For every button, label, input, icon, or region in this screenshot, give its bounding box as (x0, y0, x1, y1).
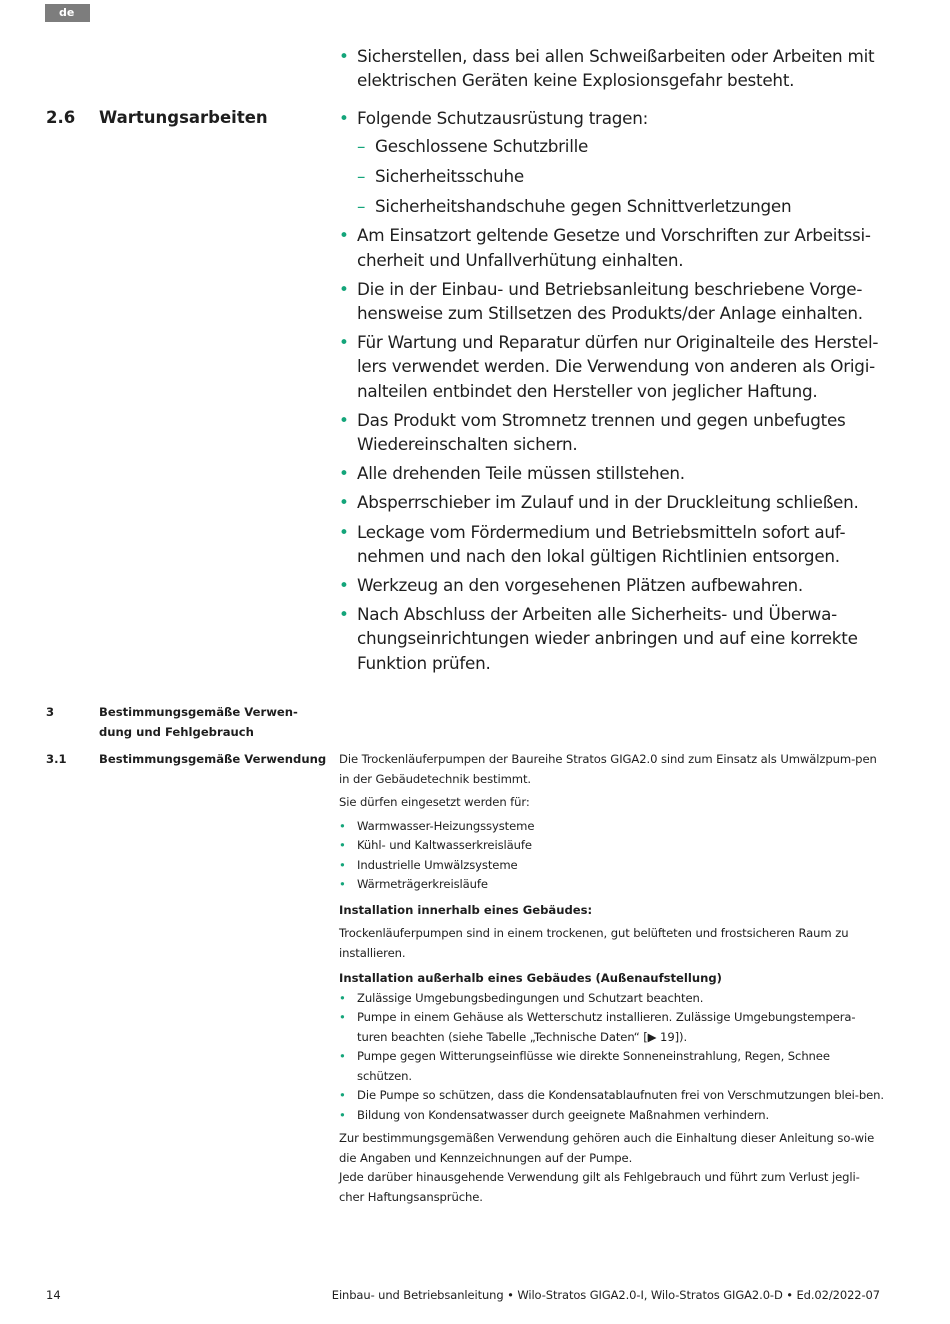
list-item: • Werkzeug an den vorgesehenen Plätzen aufbewahren. (339, 573, 884, 597)
list-item: • Alle drehenden Teile müssen stillstehen. (339, 461, 884, 485)
uses-list (339, 817, 884, 895)
list-item: • Zulässige Umgebungsbedingungen und Schutzart beachten. (339, 989, 884, 1009)
section-3-1-body (339, 750, 884, 1211)
list-item: • Die Pumpe so schützen, dass die Kondensatablaufnuten frei von Verschmutzungen blei-ben. (339, 1086, 884, 1106)
page-number: 14 (46, 1288, 61, 1302)
list-item: • Nach Abschluss der Arbeiten alle Sicherheits- und Überwa-chungseinrichtungen wieder anbringen und auf eine korrekte Funktion prüfen. (339, 602, 884, 675)
list-item: • Leckage vom Fördermedium und Betriebsmitteln sofort auf-nehmen und nach den lokal gültigen Richtlinien entsorgen. (339, 520, 884, 568)
closing-paragraph: Jede darüber hinausgehende Verwendung gilt als Fehlgebrauch und führt zum Verlust jegli-cher Haftungsansprüche. (339, 1170, 860, 1204)
paragraph-lead: Sie dürfen eingesetzt werden für: (339, 795, 530, 809)
list-item: • Pumpe in einem Gehäuse als Wetterschutz installieren. Zulässige Umgebungstempera-turen beachten (siehe Tabelle „Technische Daten“ [▶ 19]). (339, 1008, 884, 1047)
list-item: • Pumpe gegen Witterungseinflüsse wie direkte Sonneneinstrahlung, Regen, Schnee schützen. (339, 1047, 884, 1086)
sub-list-item: – Sicherheitsschuhe (357, 164, 884, 188)
list-item: • Für Wartung und Reparatur dürfen nur Originalteile des Herstel-lers verwendet werden. Die Verwendung von anderen als Origi-nalteilen entbindet den Hersteller von jeglicher Haftung. (339, 330, 884, 403)
indoor-text: Trockenläuferpumpen sind in einem trockenen, gut belüfteten und frostsicheren Raum zu installieren. (339, 926, 849, 960)
list-item: • Industrielle Umwälzsysteme (339, 856, 884, 876)
closing-paragraph: Zur bestimmungsgemäßen Verwendung gehören auch die Einhaltung dieser Anleitung so-wie die Angaben und Kennzeichnungen auf der Pumpe. (339, 1131, 875, 1165)
list-item-text: Folgende Schutzausrüstung tragen: (357, 108, 649, 128)
section-2-6-body (339, 106, 884, 680)
language-tab: de (45, 4, 90, 22)
list-item: • Die in der Einbau- und Betriebsanleitung beschriebene Vorge-hensweise zum Stillsetzen des Produkts/der Anlage einhalten. (339, 277, 884, 325)
section-title: Bestimmungsgemäße Verwendung (99, 752, 327, 766)
footer-text: Einbau- und Betriebsanleitung • Wilo-Stratos GIGA2.0-I, Wilo-Stratos GIGA2.0-D • Ed.02/2022-07 (331, 1288, 880, 1302)
list-item: • Absperrschieber im Zulauf und in der Druckleitung schließen. (339, 490, 884, 514)
list-item (339, 106, 884, 218)
section-title: Bestimmungsgemäße Verwen-dung und Fehlgebrauch (99, 705, 298, 739)
sub-list-item: – Geschlossene Schutzbrille (357, 134, 884, 158)
outdoor-list (339, 989, 884, 1126)
list-item: • Wärmeträgerkreisläufe (339, 875, 884, 895)
section-number: 2.6 (46, 108, 76, 127)
list-item: • Sicherstellen, dass bei allen Schweißarbeiten oder Arbeiten mit elektrischen Geräten keine Explosionsgefahr besteht. (339, 44, 884, 92)
outdoor-heading: Installation außerhalb eines Gebäudes (Außenaufstellung) (339, 971, 722, 985)
paragraph-intro: Die Trockenläuferpumpen der Baureihe Stratos GIGA2.0 sind zum Einsatz als Umwälzpum-pen in der Gebäudetechnik bestimmt. (339, 752, 877, 786)
list-item: • Warmwasser-Heizungssysteme (339, 817, 884, 837)
list-item: • Bildung von Kondensatwasser durch geeignete Maßnahmen verhindern. (339, 1106, 884, 1126)
indoor-heading: Installation innerhalb eines Gebäudes: (339, 902, 593, 917)
section-title: Wartungsarbeiten (99, 108, 268, 127)
section-number: 3 (46, 705, 55, 719)
list-item: • Kühl- und Kaltwasserkreisläufe (339, 836, 884, 856)
sub-list-item: – Sicherheitshandschuhe gegen Schnittverletzungen (357, 194, 884, 218)
list-item: • Am Einsatzort geltende Gesetze und Vorschriften zur Arbeitssi-cherheit und Unfallverhütung einhalten. (339, 223, 884, 271)
section-number: 3.1 (46, 752, 67, 766)
list-item: • Das Produkt vom Stromnetz trennen und gegen unbefugtes Wiedereinschalten sichern. (339, 408, 884, 456)
top-bullet-block (339, 44, 884, 97)
